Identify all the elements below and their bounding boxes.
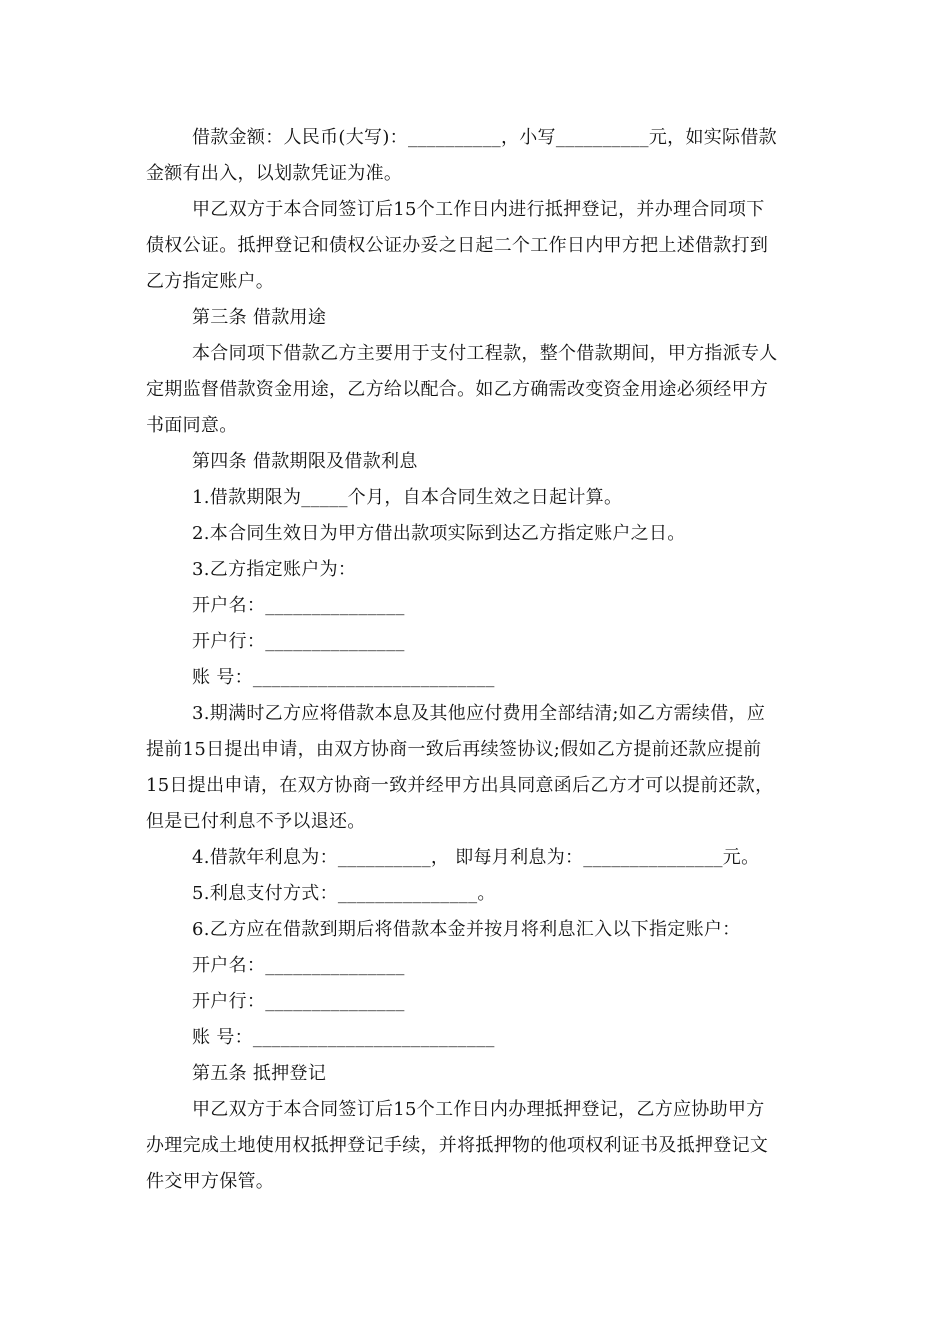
loan-purpose-line: 书面同意。	[146, 415, 238, 436]
mortgage-paragraph-line: 办理完成土地使用权抵押登记手续，并将抵押物的他项权利证书及抵押登记文	[146, 1135, 769, 1156]
article-5-heading: 第五条 抵押登记	[192, 1063, 327, 1084]
loan-purpose-line: 本合同项下借款乙方主要用于支付工程款，整个借款期间，甲方指派专人	[192, 343, 778, 364]
account-name-field: 开户名：_______________	[192, 955, 405, 976]
clause-item-cont: 15日提出申请，在双方协商一致并经甲方出具同意函后乙方才可以提前还款，	[146, 775, 774, 796]
clause-item: 3.期满时乙方应将借款本息及其他应付费用全部结清;如乙方需续借，应	[192, 703, 766, 724]
clause-item-cont: 提前15日提出申请，由双方协商一致后再续签协议;假如乙方提前还款应提前	[146, 739, 762, 760]
mortgage-paragraph-line: 件交甲方保管。	[146, 1171, 275, 1192]
loan-amount-line: 借款金额：人民币(大写)：__________，小写__________元，如实际借款	[192, 127, 777, 148]
account-number-field: 账 号：__________________________	[192, 1027, 495, 1048]
article-3-heading: 第三条 借款用途	[192, 307, 327, 328]
clause-item: 2.本合同生效日为甲方借出款项实际到达乙方指定账户之日。	[192, 523, 686, 544]
clause-item: 3.乙方指定账户为：	[192, 559, 357, 580]
document-body	[146, 120, 806, 1200]
registration-paragraph-line: 甲乙双方于本合同签订后15个工作日内进行抵押登记，并办理合同项下	[192, 199, 765, 220]
registration-paragraph-line: 乙方指定账户。	[146, 271, 275, 292]
article-4-heading: 第四条 借款期限及借款利息	[192, 451, 418, 472]
clause-item: 5.利息支付方式：_______________。	[192, 883, 496, 904]
clause-item: 4.借款年利息为：__________， 即每月利息为：_______________元。	[192, 847, 760, 868]
bank-field: 开户行：_______________	[192, 991, 405, 1012]
mortgage-paragraph-line: 甲乙双方于本合同签订后15个工作日内办理抵押登记，乙方应协助甲方	[192, 1099, 765, 1120]
clause-item-cont: 但是已付利息不予以退还。	[146, 811, 366, 832]
clause-item: 6.乙方应在借款到期后将借款本金并按月将利息汇入以下指定账户：	[192, 919, 741, 940]
account-name-field: 开户名：_______________	[192, 595, 405, 616]
registration-paragraph-line: 债权公证。抵押登记和债权公证办妥之日起二个工作日内甲方把上述借款打到	[146, 235, 769, 256]
loan-purpose-line: 定期监督借款资金用途，乙方给以配合。如乙方确需改变资金用途必须经甲方	[146, 379, 769, 400]
account-number-field: 账 号：__________________________	[192, 667, 495, 688]
clause-item: 1.借款期限为_____个月，自本合同生效之日起计算。	[192, 487, 623, 508]
loan-amount-line-cont: 金额有出入，以划款凭证为准。	[146, 163, 403, 184]
bank-field: 开户行：_______________	[192, 631, 405, 652]
